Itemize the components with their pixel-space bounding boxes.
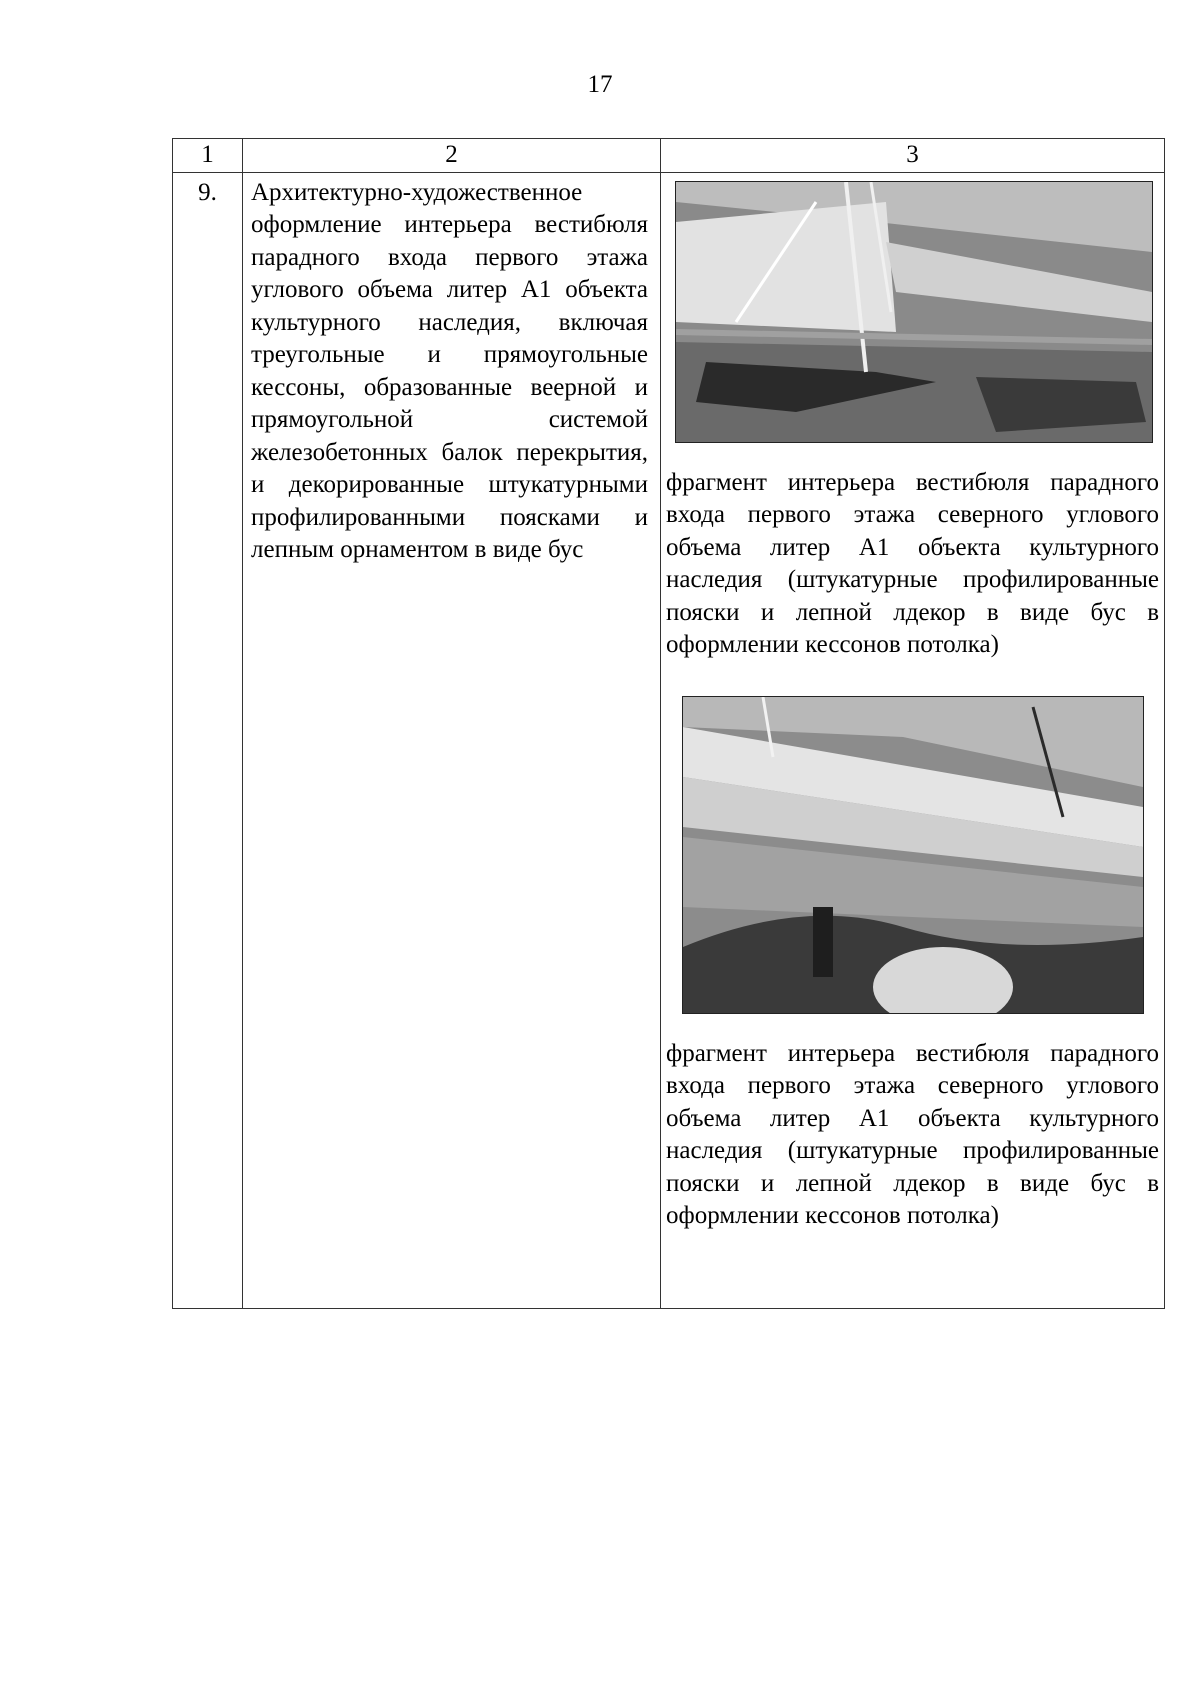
photo-2-caption: фрагмент интерьера вестибюля парадного входа первого этажа северного углового объема литер А1 объекта культурного наследия (штукатурные профилированные пояски и лепной лдекор в виде бус в оформлении кессонов потолка) — [666, 1039, 1159, 1229]
photo-1-caption: фрагмент интерьера вестибюля парадного входа первого этажа северного углового объема литер А1 объекта культурного наследия (штукатурные профилированные пояски и лепной лдекор в виде бус в оформлении кессонов потолка) — [666, 468, 1159, 658]
ceiling-photo-1-image — [676, 182, 1152, 442]
row-photos-cell — [661, 172, 1165, 1308]
table-row — [173, 172, 1165, 1308]
row-description: Архитектурно-художественное оформление интерьера вестибюля парадного входа первого этажа углового объема литер А1 объекта культурного наследия, включая треугольные и прямоугольные кессоны, образованные веерной и прямоугольной системой железобетонных балок перекрытия, и декорированные штукатурными профилированными поясками и лепным орнаментом в виде бус — [251, 178, 648, 563]
row-number: 9. — [173, 172, 243, 1308]
ceiling-photo-1 — [675, 181, 1153, 443]
ceiling-photo-2 — [682, 696, 1144, 1014]
header-col-1: 1 — [173, 139, 243, 173]
header-col-2: 2 — [243, 139, 661, 173]
page-number: 17 — [587, 71, 613, 98]
ceiling-photo-2-image — [683, 697, 1143, 1013]
table-header-row — [173, 139, 1165, 173]
heritage-table — [172, 138, 1165, 1309]
header-col-3: 3 — [661, 139, 1165, 173]
row-description-cell — [243, 172, 661, 1308]
